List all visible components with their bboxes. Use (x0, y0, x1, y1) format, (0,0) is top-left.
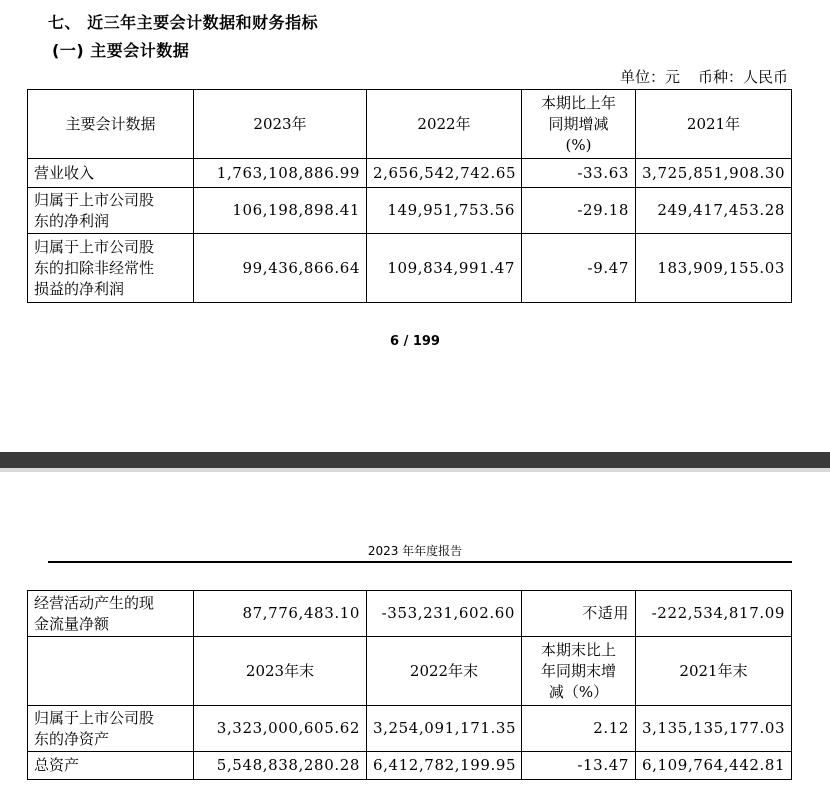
header-cell (28, 637, 194, 706)
currency-label: 币种：人民币 (697, 68, 788, 86)
main-accounting-data-table (27, 89, 792, 303)
value-2023: 99,436,866.64 (194, 234, 367, 303)
page-number: 6 / 199 (390, 334, 440, 349)
value-change: 不适用 (522, 591, 636, 637)
header-line: 年同期末增 (540, 661, 616, 680)
label-line: 归属于上市公司股 (34, 708, 155, 727)
value-2023: 5,548,838,280.28 (194, 752, 367, 780)
table-header-row (28, 637, 792, 706)
header-line: 本期比上年 (540, 93, 616, 112)
value-change: -33.63 (522, 159, 636, 188)
label-line: 东的净利润 (34, 211, 110, 230)
header-line: 同期增减 (548, 114, 609, 133)
value-2023: 106,198,898.41 (194, 188, 367, 234)
value-2022: 149,951,753.56 (367, 188, 522, 234)
value-2022: 109,834,991.47 (367, 234, 522, 303)
value-2022: 2,656,542,742.65 (367, 159, 522, 188)
header-cell: 2021年末 (636, 637, 792, 706)
value-2023: 1,763,108,886.99 (194, 159, 367, 188)
label-line: 营业收入 (34, 163, 95, 182)
header-rule (48, 561, 792, 563)
header-cell: 2022年 (367, 90, 522, 159)
value-change: 2.12 (522, 706, 636, 752)
table-row (28, 159, 792, 188)
value-2021: 3,725,851,908.30 (636, 159, 792, 188)
value-change: -9.47 (522, 234, 636, 303)
header-line: 减（%） (548, 682, 609, 701)
section-subtitle: (一) 主要会计数据 (52, 41, 190, 60)
value-2021: 3,135,135,177.03 (636, 706, 792, 752)
table-row (28, 706, 792, 752)
value-2021: -222,534,817.09 (636, 591, 792, 637)
row-label (28, 706, 194, 752)
value-2021: 6,109,764,442.81 (636, 752, 792, 780)
label-line: 经营活动产生的现 (34, 593, 155, 612)
label-line: 归属于上市公司股 (34, 237, 155, 256)
header-line: 本期末比上 (540, 640, 616, 659)
running-header: 2023 年年度报告 (367, 544, 463, 558)
header-cell: 主要会计数据 (28, 90, 194, 159)
value-2023: 87,776,483.10 (194, 591, 367, 637)
unit-line (620, 66, 788, 87)
value-2021: 183,909,155.03 (636, 234, 792, 303)
row-label (28, 234, 194, 303)
table-row (28, 591, 792, 637)
row-label (28, 591, 194, 637)
header-cell-change (522, 90, 636, 159)
table-row (28, 752, 792, 780)
table-row (28, 234, 792, 303)
value-2023: 3,323,000,605.62 (194, 706, 367, 752)
label-line: 损益的净利润 (34, 279, 125, 298)
label-line: 归属于上市公司股 (34, 190, 155, 209)
value-change: -13.47 (522, 752, 636, 780)
label-line: 东的净资产 (34, 729, 110, 748)
header-cell: 2023年 (194, 90, 367, 159)
value-2022: 6,412,782,199.95 (367, 752, 522, 780)
value-2021: 249,417,453.28 (636, 188, 792, 234)
value-2022: 3,254,091,171.35 (367, 706, 522, 752)
section-title: 七、 近三年主要会计数据和财务指标 (48, 13, 319, 32)
table-row (28, 188, 792, 234)
row-label (28, 159, 194, 188)
header-cell: 2023年末 (194, 637, 367, 706)
header-line: (%) (565, 135, 592, 154)
value-2022: -353,231,602.60 (367, 591, 522, 637)
page-divider-shadow (0, 468, 830, 472)
main-accounting-data-table-continued (27, 590, 792, 780)
label-line: 总资产 (34, 756, 80, 774)
unit-label: 单位：元 (619, 68, 680, 86)
row-label (28, 188, 194, 234)
label-line: 金流量净额 (34, 614, 110, 633)
row-label (28, 752, 194, 780)
table-header-row (28, 90, 792, 159)
page-divider (0, 452, 830, 468)
label-line: 东的扣除非经常性 (34, 258, 155, 277)
header-cell: 2022年末 (367, 637, 522, 706)
header-cell: 2021年 (636, 90, 792, 159)
value-change: -29.18 (522, 188, 636, 234)
header-cell-change (522, 637, 636, 706)
